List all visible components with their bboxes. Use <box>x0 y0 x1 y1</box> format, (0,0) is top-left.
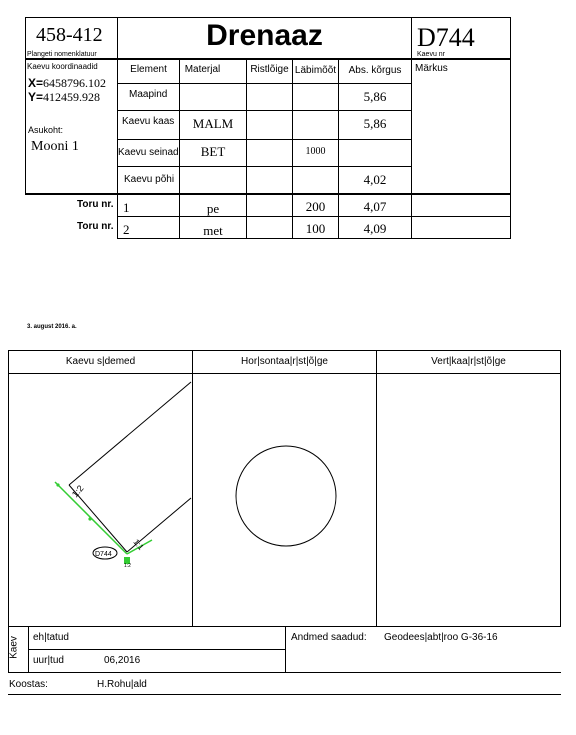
pipe-label: Toru nr. <box>77 221 114 232</box>
source-value: Geodees|abt|roo G-36-16 <box>384 632 498 643</box>
pipe-diameter: 100 <box>305 221 326 236</box>
row-element: Kaevu põhi <box>124 174 175 185</box>
coords-label: Kaevu koordinaadid <box>27 62 98 71</box>
row-material: MALM <box>192 116 234 131</box>
pipe-height: 4,09 <box>363 221 387 236</box>
col-header-material: Materjal <box>184 64 221 75</box>
side-label: Kaev <box>8 636 20 659</box>
author-label: Koostas: <box>9 679 48 690</box>
row-diameter: 1000 <box>305 146 326 157</box>
row-element: Maapind <box>129 89 168 100</box>
col-header-element: Element <box>130 64 167 75</box>
surveyed-value: 06,2016 <box>104 655 141 666</box>
row-element: Kaevu seinad <box>118 147 179 158</box>
pipe-1-connection <box>55 482 127 554</box>
pipe-label: Toru nr. <box>77 199 114 210</box>
pipe-number: 1 <box>123 200 130 215</box>
row-height: 5,86 <box>363 116 387 131</box>
pipe-diameter: 200 <box>305 199 326 214</box>
vertical-section-title: Vert|kaa|r|st|õ|ge <box>431 356 506 367</box>
coord-x-label: X= <box>28 76 44 90</box>
pipe-2-label: 1:1 <box>131 537 146 552</box>
col-header-diameter: Läbimõõt <box>294 65 337 76</box>
surveyed-label: uur|tud <box>33 655 64 666</box>
well-label: Kaevu nr <box>417 51 446 58</box>
location-label: Asukoht: <box>28 125 64 135</box>
sheet-label: Plangeti nomenklatuur <box>27 51 97 58</box>
well-tag: D744 <box>95 551 112 558</box>
author-value: H.Rohu|ald <box>97 679 147 690</box>
row-material: BET <box>200 144 226 159</box>
horizontal-section-circle <box>236 446 336 546</box>
pipe-number: 2 <box>123 222 130 237</box>
connections-title: Kaevu s|demed <box>65 356 136 367</box>
well-number: D744 <box>417 23 475 52</box>
built-label: eh|tatud <box>33 632 69 643</box>
source-label: Andmed saadud: <box>291 632 367 643</box>
horizontal-section-title: Hor|sontaa|r|st|õ|ge <box>241 356 328 367</box>
row-height: 5,86 <box>363 89 387 104</box>
sheet-number: 458-412 <box>36 24 103 46</box>
well-outline <box>69 382 191 552</box>
col-header-height: Abs. kõrgus <box>348 65 402 76</box>
pipe-material: pe <box>206 201 220 216</box>
pipe-1-label: 1:2 <box>69 483 86 500</box>
col-header-section: Ristlõige <box>250 64 289 75</box>
document-date: 3. august 2016. a. <box>27 324 77 330</box>
row-element: Kaevu kaas <box>122 116 175 127</box>
coord-y-value: 412459.928 <box>43 90 101 104</box>
row-height: 4,02 <box>363 172 387 187</box>
coord-x-value: 6458796.102 <box>43 76 107 90</box>
pipe-height: 4,07 <box>363 199 387 214</box>
node-label: 1:2 <box>124 563 131 569</box>
location-value: Mooni 1 <box>31 139 79 154</box>
col-header-remark: Märkus <box>415 63 448 74</box>
coord-y-label: Y= <box>28 90 44 104</box>
page-title: Drenaaz <box>206 19 323 52</box>
pipe-material: met <box>203 223 223 238</box>
